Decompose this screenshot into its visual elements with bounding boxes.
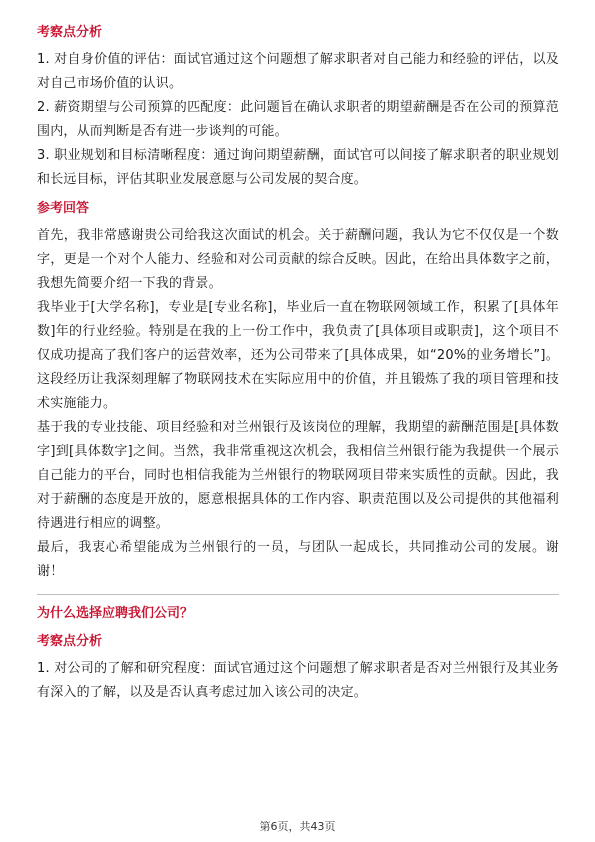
question-title: 为什么选择应聘我们公司？ <box>37 606 194 621</box>
analysis-point: 1. 对公司的了解和研究程度：面试官通过这个问题想了解求职者是否对兰州银行及其业务有深入的了解，以及是否认真考虑过加入该公司的决定。 <box>37 661 559 700</box>
answer-paragraph: 最后，我衷心希望能成为兰州银行的一员，与团队一起成长，共同推动公司的发展。谢谢！ <box>37 540 559 579</box>
answer-paragraph: 基于我的专业技能、项目经验和对兰州银行及该岗位的理解，我期望的薪酬范围是[具体数字]到[具体数字]之间。当然，我非常重视这次机会，我相信兰州银行能为我提供一个展示自己能力的平台，同时也相信我能为兰州银行的物联网项目带来实质性的贡献。因此，我对于薪酬的态度是开放的，愿意根据具体的工作内容、职责范围以及公司提供的其他福利待遇进行相应的调整。 <box>37 420 559 531</box>
answer-body <box>37 224 559 584</box>
analysis-list-1 <box>37 48 559 192</box>
page-number: 第6页，共43页 <box>259 820 336 833</box>
answer-paragraph: 首先，我非常感谢贵公司给我这次面试的机会。关于薪酬问题，我认为它不仅仅是一个数字，更是一个对个人能力、经验和对公司贡献的综合反映。因此，在给出具体数字之前，我想先简要介绍一下我的背景。 <box>37 228 559 291</box>
page-content <box>37 24 559 711</box>
analysis-list-2 <box>37 657 559 705</box>
section-divider <box>37 594 559 595</box>
analysis-point: 1. 对自身价值的评估：面试官通过这个问题想了解求职者对自己能力和经验的评估，以及对自己市场价值的认识。 <box>37 52 559 91</box>
analysis-heading-2: 考察点分析 <box>37 634 103 649</box>
analysis-point: 3. 职业规划和目标清晰程度：通过询问期望薪酬，面试官可以间接了解求职者的职业规划和长远目标，评估其职业发展意愿与公司发展的契合度。 <box>37 148 559 187</box>
answer-paragraph: 我毕业于[大学名称]，专业是[专业名称]，毕业后一直在物联网领域工作，积累了[具体年数]年的行业经验。特别是在我的上一份工作中，我负责了[具体项目或职责]，这个项目不仅成功提高了我们客户的运营效率，还为公司带来了[具体成果，如“20%的业务增长”]。这段经历让我深刻理解了物联网技术在实际应用中的价值，并且锻炼了我的项目管理和技术实施能力。 <box>37 300 559 411</box>
answer-heading: 参考回答 <box>37 201 90 216</box>
analysis-point: 2. 薪资期望与公司预算的匹配度：此问题旨在确认求职者的期望薪酬是否在公司的预算范围内，从而判断是否有进一步谈判的可能。 <box>37 100 559 139</box>
analysis-heading-1: 考察点分析 <box>37 25 103 40</box>
